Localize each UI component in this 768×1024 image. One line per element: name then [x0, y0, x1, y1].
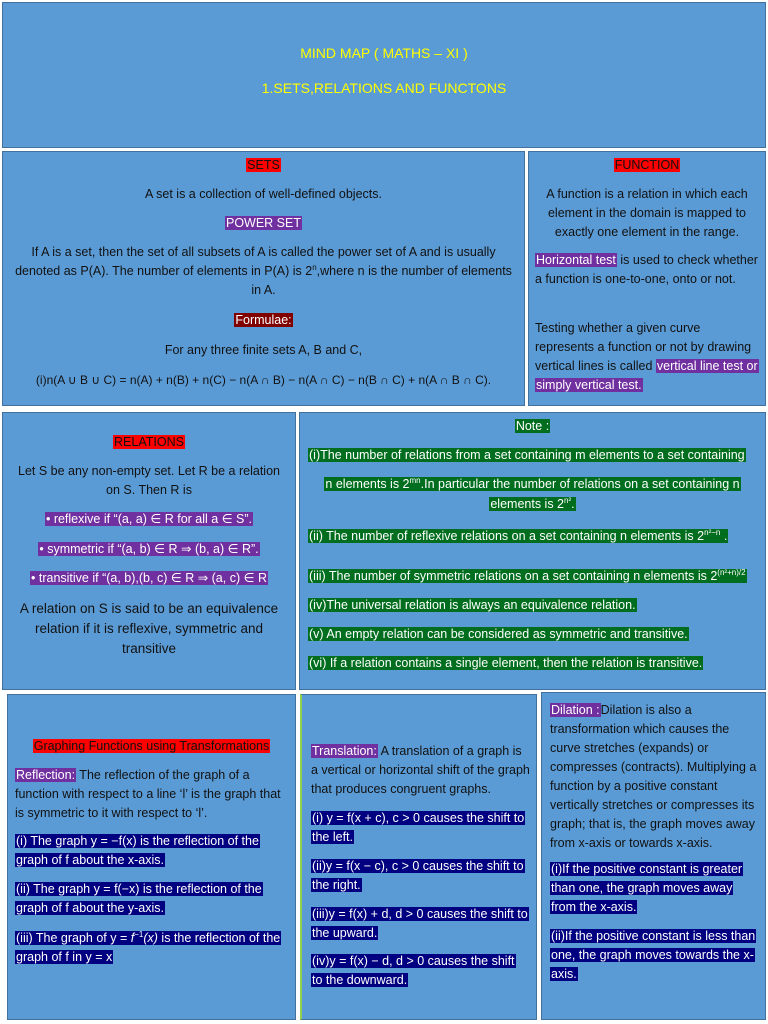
sets-box	[2, 151, 525, 406]
set-formula: (i)n(A ∪ B ∪ C) = n(A) + n(B) + n(C) − n(A ∩ B) − n(A ∩ C) − n(B ∩ C) + n(A ∩ B ∩ C).	[35, 373, 492, 387]
vertical-test-text: Testing whether a given curve represents a function or not by drawing vertical lines is called vertical line test or simply vertical test.	[535, 321, 758, 392]
translation-item-3: (iii)y = f(x) + d, d > 0 causes the shift to the upward.	[312, 907, 528, 940]
function-box	[528, 151, 766, 406]
translation-item-2: (ii)y = f(x − c), c > 0 causes the shift to the right.	[312, 859, 524, 892]
note-heading: Note :	[515, 419, 550, 433]
reflection-item-1: (i) The graph y = −f(x) is the reflection of the graph of f about the x-axis.	[16, 834, 259, 867]
page-subtitle: 1.SETS,RELATIONS AND FUNCTONS	[261, 80, 507, 96]
dilation-text: Dilation :Dilation is also a transformation which causes the curve stretches (expands) or compresses (contracts). Multiplying a function by a positive constant vertically stretches or compresses its graph; that is, the graph moves away from x-axis or towards x-axis.	[550, 703, 757, 850]
symmetric-definition: • symmetric if “(a, b) ∈ R ⇒ (b, a) ∈ R”.	[39, 542, 259, 556]
transitive-definition: • transitive if “(a, b),(b, c) ∈ R ⇒ (a, c) ∈ R	[31, 571, 267, 585]
translation-item-4: (iv)y = f(x) − d, d > 0 causes the shift to the downward.	[312, 954, 515, 987]
horizontal-test-label: Horizontal test	[536, 253, 616, 267]
note-item-2: (ii) The number of reflexive relations on a set containing n elements is $2^{n^2-n}$ .	[309, 528, 728, 543]
reflection-item-2: (ii) The graph y = f(−x) is the reflection of the graph of f about the y-axis.	[16, 882, 262, 915]
note-item-4: (iv)The universal relation is always an equivalence relation.	[309, 598, 636, 612]
page-title: MIND MAP ( MATHS – XI )	[300, 45, 468, 61]
note-item-1a: (i)The number of relations from a set containing m elements to a set containing	[309, 448, 745, 462]
power-set-text: If A is a set, then the set of all subsets of A is called the power set of A and is usually denoted as P(A). The number of elements in P(A) is 2$^n$,where n is the number of elements in A.	[15, 245, 512, 297]
note-item-3: (iii) The number of symmetric relations on a set containing n elements is $2^{(n^2+n)/2}$	[309, 568, 746, 583]
translation-item-1: (i) y = f(x + c), c > 0 causes the shift to the left.	[312, 811, 525, 844]
graphing-heading: Graphing Functions using Transformations	[33, 739, 270, 753]
power-set-heading: POWER SET	[225, 216, 301, 230]
dilation-label: Dilation :	[551, 703, 600, 717]
function-heading: FUNCTION	[614, 158, 680, 172]
translation-label: Translation:	[312, 744, 377, 758]
formulae-intro: For any three finite sets A, B and C,	[164, 343, 363, 357]
reflection-text: Reflection: The reflection of the graph of a function with respect to a line ‘l’ is the graph that is symmetric to it with respect to ‘l’.	[15, 768, 281, 820]
reflection-item-3: (iii) The graph of $y = f^{-1}(x)$ is the reflection of the graph of f in y = x	[16, 930, 281, 964]
reflection-label: Reflection:	[16, 768, 76, 782]
dilation-item-1: (i)If the positive constant is greater than one, the graph moves away from the x-axis.	[551, 862, 743, 914]
equivalence-definition: A relation on S is said to be an equivalence relation if it is reflexive, symmetric and transitive	[19, 601, 279, 656]
sets-heading: SETS	[247, 158, 280, 172]
vertical-test-label: vertical line test or simply vertical test.	[536, 359, 758, 392]
dilation-item-2: (ii)If the positive constant is less than one, the graph moves towards the x-axis.	[551, 929, 756, 981]
reflexive-definition: • reflexive if “(a, a) ∈ R for all a ∈ S”.	[45, 512, 253, 526]
note-box	[299, 412, 766, 690]
function-definition: A function is a relation in which each element in the domain is mapped to exactly one element in the range.	[546, 187, 748, 239]
relations-box	[2, 412, 296, 690]
note-item-1b: n elements is $2^{mn}.In$ particular the number of relations on a set containing n	[325, 476, 740, 491]
relations-heading: RELATIONS	[114, 435, 184, 449]
formulae-heading: Formulae:	[235, 313, 292, 327]
header-box	[2, 2, 766, 148]
note-item-5: (v) An empty relation can be considered as symmetric and transitive.	[309, 627, 688, 641]
horizontal-test-text: Horizontal test is used to check whether a function is one-to-one, onto or not.	[535, 253, 758, 286]
sets-definition: A set is a collection of well-defined objects.	[145, 187, 382, 201]
relations-intro: Let S be any non-empty set. Let R be a relation on S. Then R is	[18, 464, 280, 497]
translation-text: Translation: A translation of a graph is a vertical or horizontal shift of the graph that produces congruent graphs.	[311, 744, 530, 796]
dilation-box	[541, 692, 766, 1020]
translation-box	[300, 694, 537, 1020]
note-item-1c: elements is $2^{n^2}$.	[490, 496, 575, 511]
note-item-6: (vi) If a relation contains a single element, then the relation is transitive.	[309, 656, 703, 670]
graphing-box	[7, 694, 296, 1020]
